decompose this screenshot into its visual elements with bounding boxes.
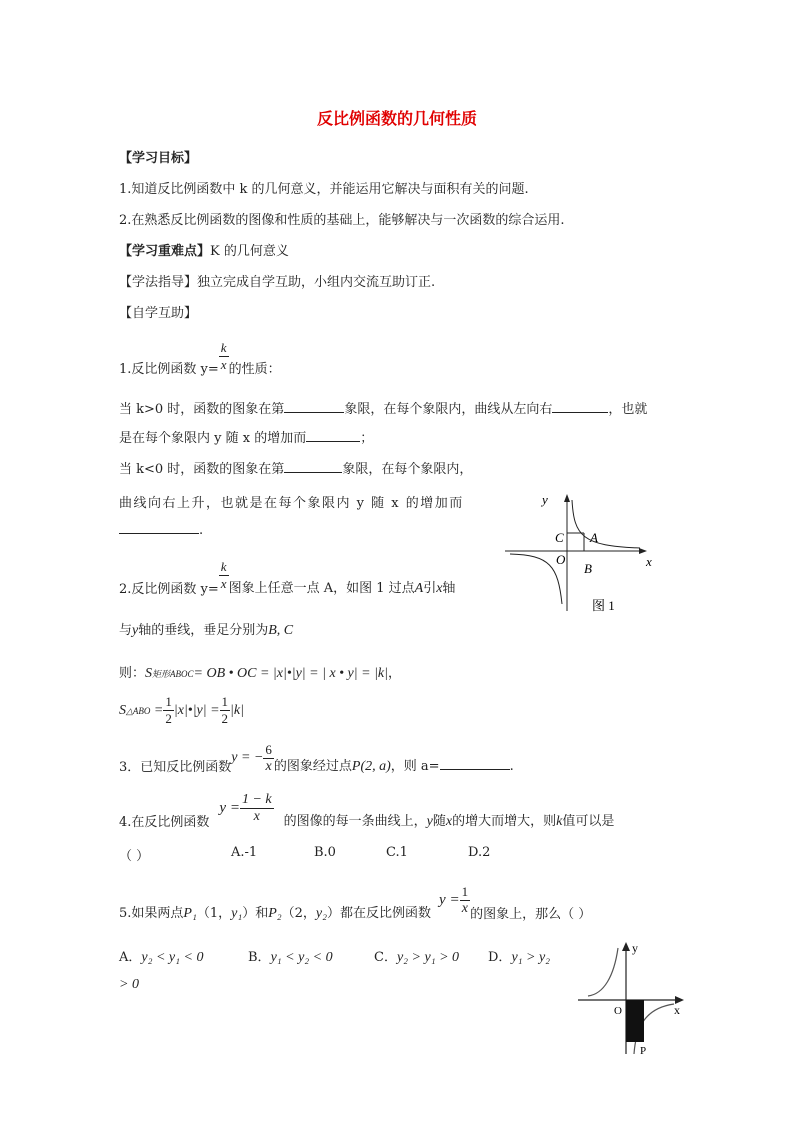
q5-y1: y₁ <box>231 906 243 921</box>
q2-half-2-num: 1 <box>221 694 229 709</box>
q2-text-b: 引 <box>423 581 437 596</box>
q2-prefix: 2.反比例函数 y= <box>119 581 219 597</box>
q5-func: y = <box>439 891 460 908</box>
q1-line1-a: 当 k>0 时，函数的图象在第 <box>119 402 285 417</box>
q2-equation-2 <box>119 694 244 727</box>
q1-prefix: 1.反比例函数 y= <box>119 362 219 377</box>
question-1-stem <box>119 336 281 377</box>
q2-text-a: 图象上任意一点 A，如图 1 过点 <box>228 581 415 596</box>
q2-s-rect: S <box>145 666 153 681</box>
q4-option-a[interactable]: A.-1 <box>231 845 258 860</box>
q1-suffix: 的性质： <box>228 362 281 377</box>
q5-opt-b-label: B． <box>248 950 271 965</box>
goals-heading: 【学习目标】 <box>119 151 198 166</box>
goal-2: 2.在熟悉反比例函数的图像和性质的基础上，能够解决与一次函数的综合运用. <box>119 213 565 228</box>
q5-opt-d-text: y₁ > y₂ <box>511 950 551 965</box>
q1-line3-a: 当 k<0 时，函数的图象在第 <box>119 462 285 477</box>
q2-half-2 <box>220 694 231 727</box>
q4-func: y = <box>219 799 240 816</box>
q5-prefix: 5.如果两点 <box>119 906 184 921</box>
q2-fraction <box>219 559 229 592</box>
q2-frac-num: k <box>220 558 227 574</box>
q3-rest <box>274 741 514 775</box>
method-heading: 【学法指导】 <box>119 275 198 290</box>
q4-suffix: 值可以是 <box>562 814 615 829</box>
q5-opt-c-text: y₂ > y₁ > 0 <box>396 950 460 965</box>
q2-eq2-c: |k| <box>230 702 244 718</box>
q5-fraction <box>460 884 471 917</box>
q1-line2-a: 是在每个象限内 y 随 x 的增加而 <box>119 431 307 446</box>
answer-blank[interactable] <box>440 758 510 770</box>
q3-func: y = − <box>231 750 264 765</box>
fig2-label-x: x <box>674 1003 680 1017</box>
q1-line3 <box>119 458 472 477</box>
figure-caption: 图 1 <box>592 598 615 613</box>
q5-opt-d-label: D． <box>488 950 512 965</box>
q4-k: k <box>556 814 563 829</box>
figure-2 <box>574 936 694 1058</box>
q2-half-1 <box>163 694 174 727</box>
q3-mid: 的图象经过点 <box>273 759 352 774</box>
q3-end: . <box>509 759 514 774</box>
q5-option-b[interactable] <box>248 946 333 966</box>
q2-eq1: = OB • OC = |x|•|y| = | x • y| = |k| <box>193 666 388 681</box>
q2-feet: B, C <box>268 623 294 638</box>
q1-line5-end: . <box>199 523 204 538</box>
q2-axis-x: x <box>436 581 443 596</box>
question-2-stem <box>119 553 455 597</box>
y-axis-arrow <box>564 494 570 502</box>
q4-rest <box>284 786 615 830</box>
shaded-rectangle <box>626 1000 644 1042</box>
fig1-label-y: y <box>542 492 548 507</box>
answer-blank[interactable] <box>284 461 342 473</box>
q3-frac-den: x <box>265 758 272 774</box>
q5-y2: y₂ <box>315 906 328 921</box>
q2-text <box>229 553 456 597</box>
fig1-label-c: C <box>555 530 564 545</box>
q4-mid: 的图像的每一条曲线上， <box>283 814 427 829</box>
q3-prefix: 3．已知反比例函数 <box>119 759 232 775</box>
q4-prefix: 4.在反比例函数 <box>119 814 210 830</box>
key-text: K 的几何意义 <box>210 244 289 259</box>
q5-opt-b-text: y₁ < y₂ < 0 <box>270 950 333 965</box>
q4-option-c[interactable]: C.1 <box>386 845 408 860</box>
q5-opt-a-text: y₂ < y₁ < 0 <box>141 950 204 965</box>
q4-y: y <box>426 814 433 829</box>
q5-frac-den: x <box>461 900 468 916</box>
q4-frac-den: x <box>253 808 260 824</box>
curve-quadrant-3 <box>510 554 562 604</box>
q5-p1: P₁ <box>183 906 197 921</box>
q2-equation-1 <box>119 662 401 682</box>
q2-then: 则： <box>119 666 146 681</box>
question-3 <box>119 741 514 775</box>
q3-suffix: ，则 a= <box>390 759 440 774</box>
q2-text-c: 轴 <box>442 581 456 596</box>
figure-1 <box>500 486 660 616</box>
fig1-label-o: O <box>556 552 566 567</box>
q1-line2-b: ； <box>360 431 374 446</box>
q5-p2-b: ）都在反比例函数 <box>327 906 432 921</box>
q5-p2: P₂ <box>268 906 282 921</box>
question-4 <box>119 786 614 830</box>
q3-fraction <box>263 742 274 775</box>
q3-point: P(2, a) <box>351 759 391 774</box>
q2-half-1-num: 1 <box>165 694 172 709</box>
q4-mid2: 随 <box>432 814 446 829</box>
q4-option-b[interactable]: B.0 <box>314 845 336 860</box>
q2-eq2-b: |x|•|y| = <box>173 702 220 718</box>
q1-line5 <box>119 522 203 538</box>
fig2-label-o: O <box>614 1005 622 1017</box>
q4-mid3: 的增大而增大，则 <box>452 814 557 829</box>
q1-line1-b: 象限，在每个象限内，曲线从左向右 <box>344 402 553 417</box>
q2-half-1-den: 2 <box>165 711 172 726</box>
q3-frac-num: 6 <box>265 741 272 757</box>
q1-fraction <box>219 340 229 373</box>
y-axis-arrow <box>622 942 630 951</box>
curve-quadrant-1 <box>572 500 640 548</box>
q5-opt-a-label: A． <box>119 950 142 965</box>
q5-option-c[interactable] <box>374 946 459 966</box>
q5-p1-a: （1， <box>196 906 232 921</box>
q2-line2-a: 与 <box>119 623 133 638</box>
q2-rect-sub: 矩形ABOC <box>152 669 194 679</box>
q2-s-tri: S△ABO = <box>119 702 164 718</box>
fig2-label-y: y <box>632 941 638 955</box>
q1-frac-den: x <box>220 357 227 372</box>
answer-blank[interactable] <box>119 522 199 534</box>
q2-point-a: A <box>414 581 424 596</box>
q2-line2-b: 轴的垂线，垂足分别为 <box>138 623 269 638</box>
q1-frac-num: k <box>220 340 227 355</box>
q5-suffix: 的图象上，那么（ ） <box>470 906 592 922</box>
answer-blank[interactable] <box>552 401 608 413</box>
key-heading: 【学习重难点】 <box>119 244 211 259</box>
q4-option-d[interactable]: D.2 <box>468 845 491 860</box>
curve-quadrant-2 <box>588 948 618 996</box>
question-5 <box>119 878 591 922</box>
q2-axis-y: y <box>132 623 139 638</box>
q1-line2 <box>119 427 373 446</box>
q5-opt-c-label: C． <box>374 950 397 965</box>
q5-p1-b: ）和 <box>242 906 269 921</box>
method-text: 独立完成自学互助，小组内交流互助订正. <box>197 275 436 290</box>
q4-frac-num: 1 − k <box>241 791 272 807</box>
q1-line1-c: ，也就 <box>608 402 648 417</box>
q2-tri-sub: △ABO <box>126 705 151 716</box>
key-points <box>119 240 289 259</box>
answer-blank[interactable] <box>306 430 360 442</box>
fig1-label-a: A <box>590 530 598 545</box>
answer-blank[interactable] <box>284 401 344 413</box>
goal-1: 1.知道反比例函数中 k 的几何意义，并能运用它解决与面积有关的问题. <box>119 182 529 197</box>
q5-frac-num: 1 <box>461 883 469 899</box>
fig1-label-x: x <box>646 554 652 569</box>
q2-frac-den: x <box>220 575 227 591</box>
q4-answer-paren: （ ） <box>119 849 150 864</box>
q5-option-d[interactable] <box>488 946 550 966</box>
q5-lead <box>119 878 431 922</box>
q5-option-d-continued: > 0 <box>119 977 139 992</box>
q2-line2 <box>119 619 293 639</box>
page-title: 反比例函数的几何性质 <box>316 109 477 128</box>
q5-option-a[interactable] <box>119 946 203 966</box>
fig2-label-p: P <box>640 1045 647 1057</box>
q1-line3-b: 象限，在每个象限内， <box>342 462 473 477</box>
fig1-label-b: B <box>584 561 592 576</box>
q1-line1 <box>119 398 647 417</box>
q1-line4: 曲线向右上升，也就是在每个象限内 y 随 x 的增加而 <box>119 496 464 511</box>
q2-eq2-a: = <box>153 702 164 718</box>
q2-eq1-end: ， <box>387 666 401 681</box>
q2-half-2-den: 2 <box>221 711 229 726</box>
q4-fraction <box>240 792 274 825</box>
q4-x: x <box>445 814 453 829</box>
method <box>119 271 435 290</box>
self-help-heading: 【自学互助】 <box>119 306 198 321</box>
q5-p2-a: （2， <box>281 906 316 921</box>
